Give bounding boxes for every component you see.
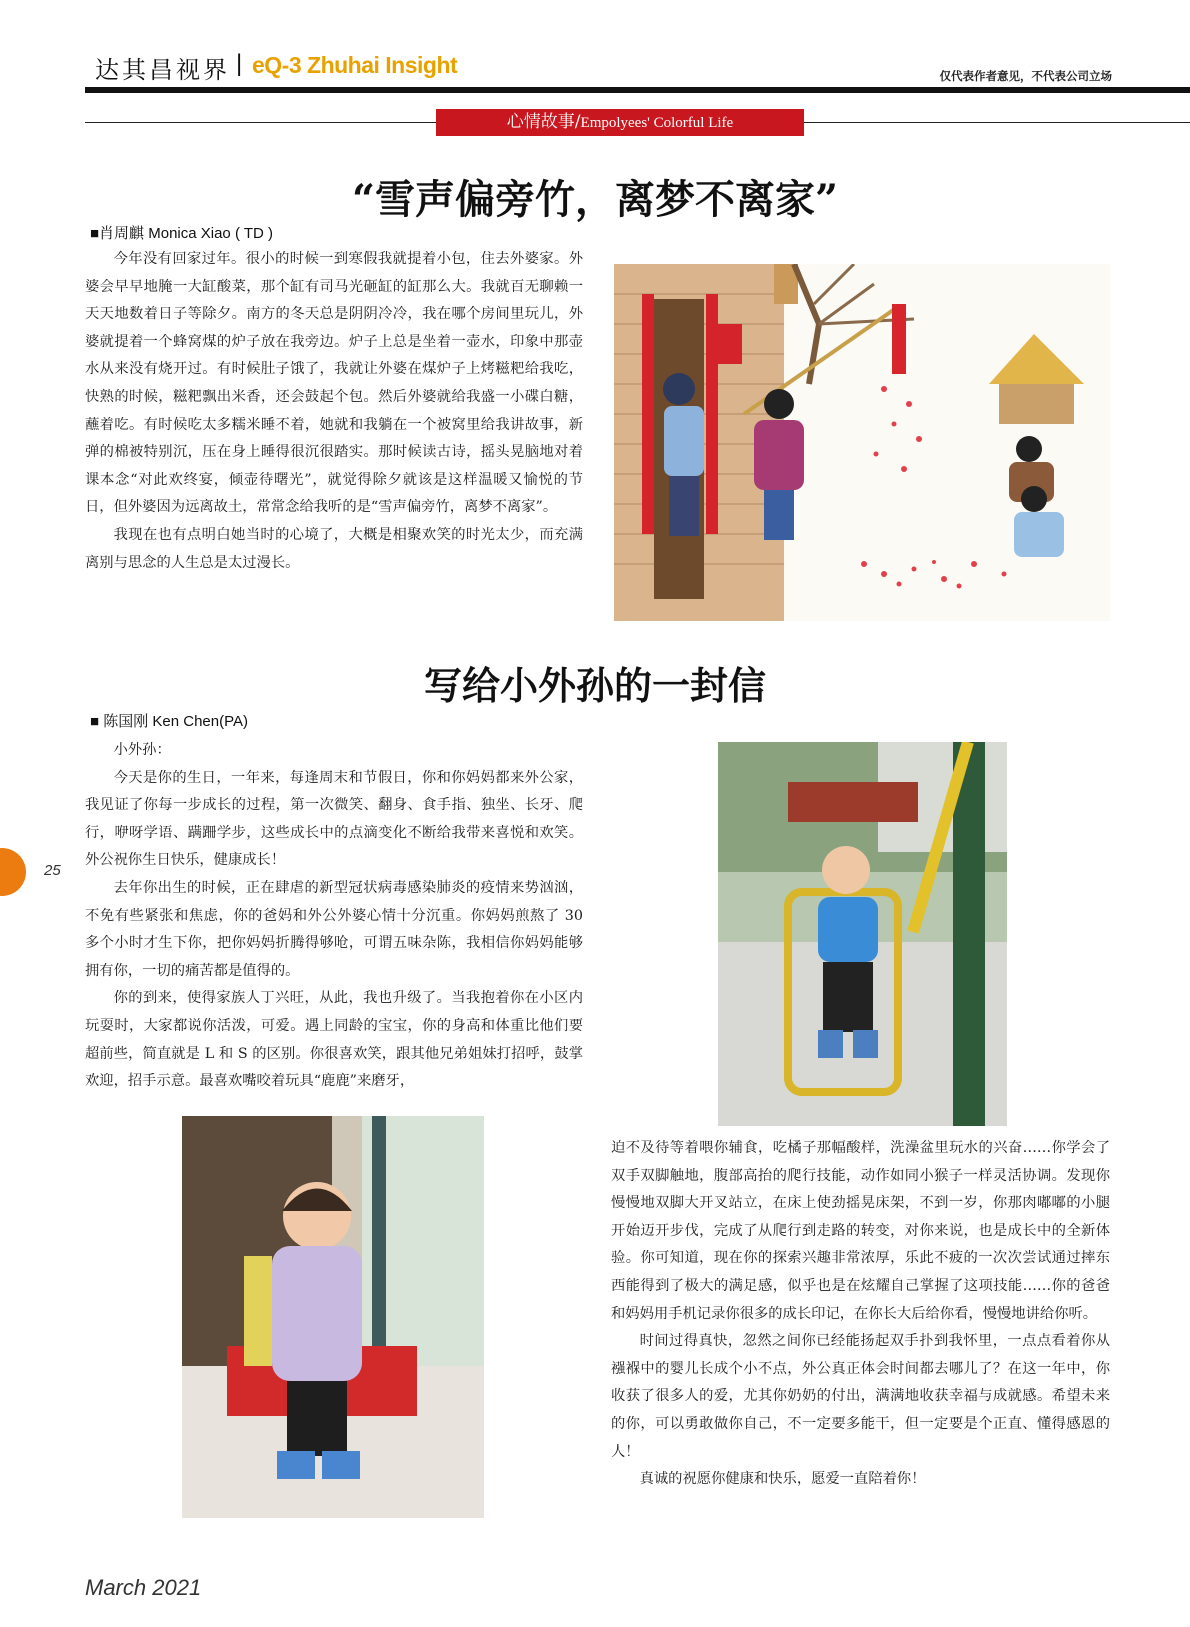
article2-paragraph: 你的到来，使得家族人丁兴旺，从此，我也升级了。当我抱着你在小区内玩耍时，大家都说你活泼，可爱。遇上同龄的宝宝，你的身高和体重比他们要超前些，简直就是 L 和 S 的区别。你很喜欢笑，跟其他兄弟姐妹打招呼，鼓掌欢迎，招手示意。最喜欢嘴咬着玩具“鹿鹿”来磨牙， xyxy=(85,990,583,1090)
article2-paragraph: 今天是你的生日，一年来，每逢周末和节假日，你和你妈妈都来外公家，我见证了你每一步成长的过程，第一次微笑、翻身、食手指、独坐、长牙、爬行，咿呀学语、蹒跚学步，这些成长中的点滴变化不断给我带来喜悦和欢笑。外公祝你生日快乐，健康成长！ xyxy=(85,769,583,869)
toddler-on-swing-photo xyxy=(718,742,1007,1126)
letter-greeting: 小外孙： xyxy=(113,742,171,758)
magazine-brand-english: eQ-3 Zhuhai Insight xyxy=(252,52,458,78)
magazine-brand-chinese: 达其昌视界 xyxy=(95,56,230,84)
brand-separator: | xyxy=(236,50,243,77)
section-label-english: Empolyees' Colorful Life xyxy=(580,115,734,131)
section-label-separator: / xyxy=(574,112,581,132)
article2-right-column xyxy=(611,1135,1110,1494)
article2-paragraph: 迫不及待等着喂你辅食，吃橘子那幅酸样，洗澡盆里玩水的兴奋……你学会了双手双脚触地，腹部高抬的爬行技能，动作如同小猴子一样灵活协调。发现你慢慢地双脚大开叉站立，在床上使劲摇晃床架，不到一岁，你那肉嘟嘟的小腿开始迈开步伐，完成了从爬行到走路的转变，对你来说，也是成长中的全新体验。你可知道，现在你的探索兴趣非常浓厚，乐此不疲的一次次尝试通过摔东西能得到了极大的满足感，似乎也是在炫耀自己掌握了这项技能……你的爸爸和妈妈用手机记录你很多的成长印记，在你长大后给你看，慢慢地讲给你听。 xyxy=(611,1140,1110,1322)
toddler-standing-photo xyxy=(182,1116,484,1518)
article1-byline: ■肖周麒 Monica Xiao ( TD ) xyxy=(90,225,273,242)
article1-paragraph: 我现在也有点明白她当时的心境了，大概是相聚欢笑的时光太少，而充满离别与思念的人生总是太过漫长。 xyxy=(85,526,583,571)
article1-title: “雪声偏旁竹，离梦不离家” xyxy=(351,176,838,223)
section-banner xyxy=(436,109,804,136)
issue-date: March 2021 xyxy=(85,1575,202,1600)
article2-byline: ■ 陈国刚 Ken Chen(PA) xyxy=(90,713,248,730)
section-label-chinese: 心情故事 xyxy=(506,112,575,132)
header-rule xyxy=(85,87,1190,93)
new-year-firecracker-illustration xyxy=(614,264,1110,621)
article2-paragraph: 去年你出生的时候，正在肆虐的新型冠状病毒感染肺炎的疫情来势汹汹，不免有些紧张和焦虑，你的爸妈和外公外婆心情十分沉重。你妈妈煎熬了 30 多个小时才生下你，把你妈妈折腾得够呛，可谓五味杂陈，我相信你妈妈能够拥有你，一切的痛苦都是值得的。 xyxy=(85,879,583,979)
article1-body xyxy=(85,246,583,577)
page-tab-marker xyxy=(0,848,26,896)
disclaimer-text: 仅代表作者意见，不代表公司立场 xyxy=(939,69,1112,83)
article2-paragraph: 真诚的祝愿你健康和快乐，愿爱一直陪着你！ xyxy=(639,1471,926,1488)
article2-left-column xyxy=(85,737,583,1096)
article2-title: 写给小外孙的一封信 xyxy=(423,663,766,708)
article2-paragraph: 时间过得真快，忽然之间你已经能扬起双手扑到我怀里，一点点看着你从襁褓中的婴儿长成个小不点，外公真正体会时间都去哪儿了？在这一年中，你收获了很多人的爱，尤其你奶奶的付出，满满地收获幸福与成就感。希望未来的你，可以勇敢做你自己，不一定要多能干，但一定要是个正直、懂得感恩的人！ xyxy=(611,1333,1110,1460)
page-number: 25 xyxy=(44,862,61,879)
article1-paragraph: 今年没有回家过年。很小的时候一到寒假我就提着小包，住去外婆家。外婆会早早地腌一大缸酸菜，那个缸有司马光砸缸的缸那么大。我就百无聊赖一天天地数着日子等除夕。南方的冬天总是阴阴冷冷，我在哪个房间里玩儿，外婆就提着一个蜂窝煤的炉子放在我旁边。炉子上总是坐着一壶水，印象中那壶水从来没有烧开过。有时候肚子饿了，我就让外婆在煤炉子上烤糍粑给我吃，快熟的时候，糍粑飘出米香，还会鼓起个包。然后外婆就给我盛一小碟白糖，蘸着吃。有时候吃太多糯米睡不着，她就和我躺在一个被窝里给我讲故事，新弹的棉被特别沉，压在身上睡得很沉很踏实。那时候读古诗，摇头晃脑地对着课本念“对此欢终宴，倾壶待曙光”，就觉得除夕就该是这样温暖又愉悦的节日，但外婆因为远离故土，常常念给我听的是“雪声偏旁竹，离梦不离家”。 xyxy=(85,251,583,516)
